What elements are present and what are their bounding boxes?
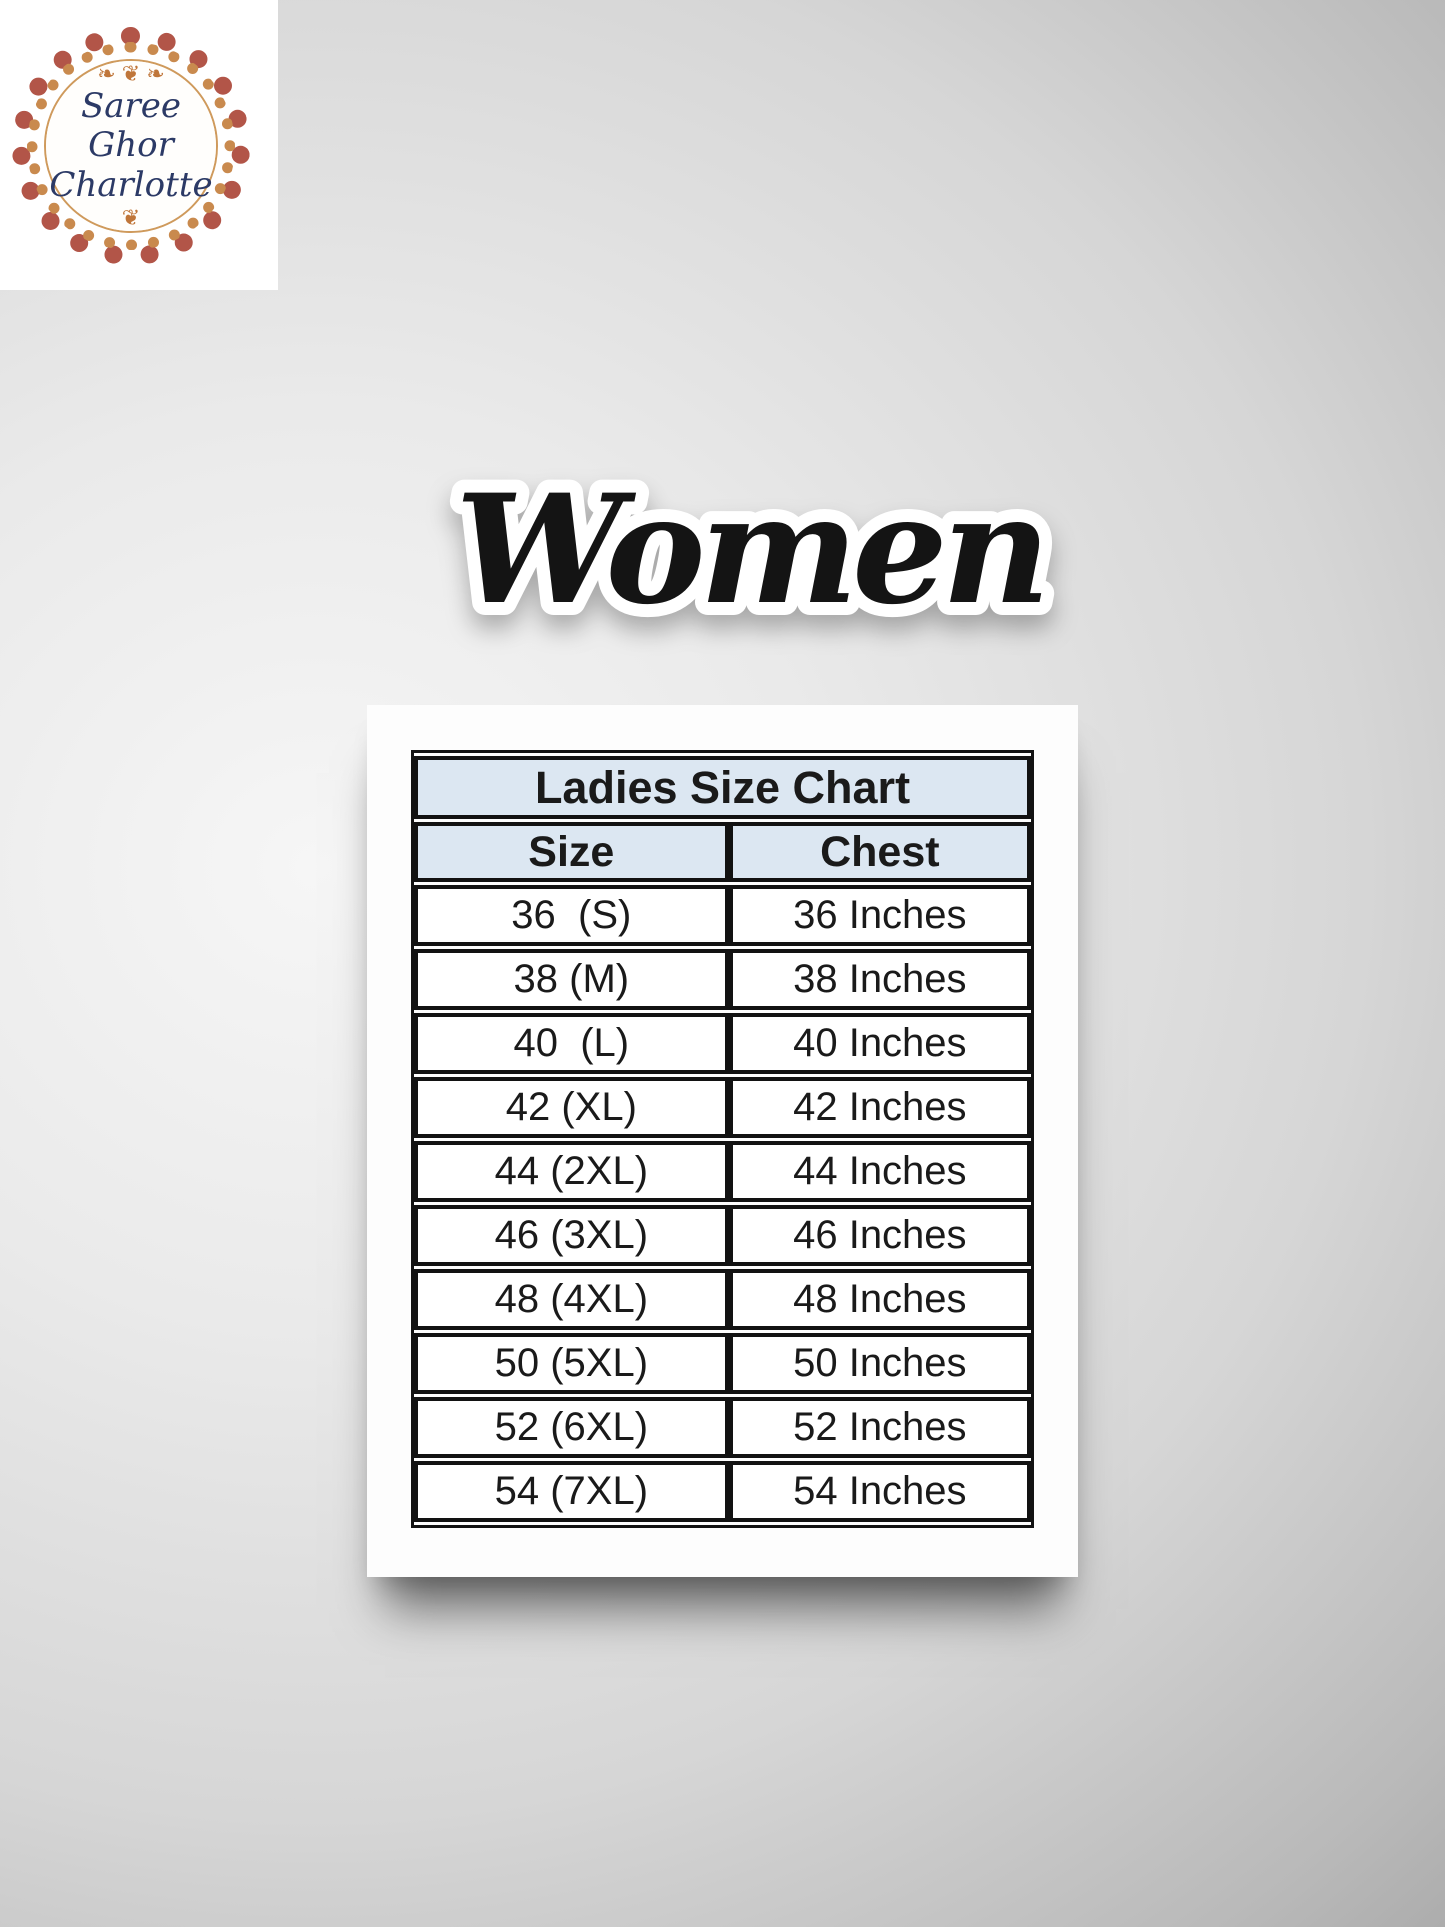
column-header-row: [414, 822, 1031, 882]
chest-cell: 42 Inches: [729, 1077, 1031, 1138]
table-row: [414, 1013, 1031, 1074]
chest-cell: 40 Inches: [729, 1013, 1031, 1074]
size-cell: 42 (XL): [414, 1077, 729, 1138]
logo-ornamental-frame: [12, 27, 250, 265]
table-row: [414, 1461, 1031, 1522]
table-row: [414, 1333, 1031, 1394]
ladies-size-chart-table: [411, 750, 1034, 1528]
women-heading-sticker: [430, 432, 1070, 682]
table-row: [414, 1269, 1031, 1330]
size-cell: 46 (3XL): [414, 1205, 729, 1266]
table-row: [414, 1141, 1031, 1202]
column-header-chest: Chest: [729, 822, 1031, 882]
women-heading-text: Women: [455, 462, 1045, 638]
size-cell: 50 (5XL): [414, 1333, 729, 1394]
table-row: [414, 949, 1031, 1010]
brand-name-line1: Saree Ghor: [80, 86, 182, 166]
chest-cell: 48 Inches: [729, 1269, 1031, 1330]
column-header-size: Size: [414, 822, 729, 882]
chest-cell: 46 Inches: [729, 1205, 1031, 1266]
chart-title: Ladies Size Chart: [414, 756, 1031, 819]
flourish-bottom-icon: ❦: [121, 204, 141, 230]
brand-logo: [0, 0, 278, 290]
women-heading-svg: [430, 432, 1070, 682]
table-row: [414, 885, 1031, 946]
size-cell: 48 (4XL): [414, 1269, 729, 1330]
brand-name-line2: Charlotte: [49, 164, 213, 205]
logo-content: [46, 61, 216, 231]
flourish-top-icon: ❧ ❦ ❧: [97, 61, 165, 87]
table-row: [414, 1397, 1031, 1458]
table-row: [414, 1077, 1031, 1138]
chest-cell: 50 Inches: [729, 1333, 1031, 1394]
size-cell: 52 (6XL): [414, 1397, 729, 1458]
chest-cell: 38 Inches: [729, 949, 1031, 1010]
size-cell: 54 (7XL): [414, 1461, 729, 1522]
chest-cell: 52 Inches: [729, 1397, 1031, 1458]
size-cell: 44 (2XL): [414, 1141, 729, 1202]
chest-cell: 54 Inches: [729, 1461, 1031, 1522]
size-cell: 40 (L): [414, 1013, 729, 1074]
chest-cell: 36 Inches: [729, 885, 1031, 946]
size-chart-card: [367, 705, 1078, 1577]
size-cell: 38 (M): [414, 949, 729, 1010]
chest-cell: 44 Inches: [729, 1141, 1031, 1202]
chart-title-row: [414, 756, 1031, 819]
size-cell: 36 (S): [414, 885, 729, 946]
table-row: [414, 1205, 1031, 1266]
